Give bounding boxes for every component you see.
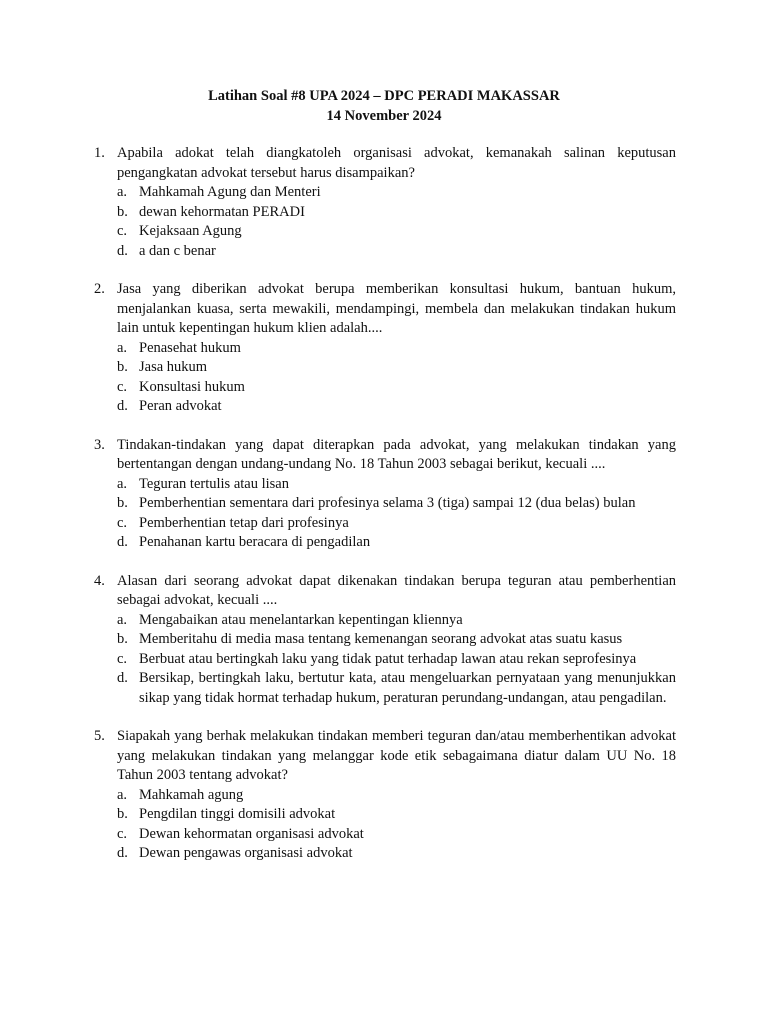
question-3: [94, 436, 676, 553]
question-text: Alasan dari seorang advokat dapat dikenakan tindakan berupa teguran atau pemberhentian sebagai advokat, kecuali ....: [117, 572, 676, 608]
option-letter: c.: [117, 650, 128, 667]
option-letter: c.: [117, 378, 128, 395]
option-letter: d.: [117, 398, 128, 414]
option-list: [117, 611, 676, 709]
option-letter: a.: [117, 339, 128, 356]
option-a: [117, 611, 676, 631]
option-d: [117, 844, 676, 864]
option-letter: a.: [117, 184, 128, 200]
option-d: [117, 242, 676, 262]
option-text: Penasehat hukum: [139, 339, 241, 356]
option-b: [117, 494, 676, 514]
option-a: [117, 183, 676, 203]
option-text: Penahanan kartu beracara di pengadilan: [139, 534, 371, 550]
question-number: 3.: [94, 436, 105, 453]
option-d: [117, 397, 676, 417]
option-text: a dan c benar: [139, 242, 216, 259]
option-d: [117, 533, 676, 553]
option-b: [117, 203, 676, 223]
option-text: Dewan kehormatan organisasi advokat: [139, 825, 364, 842]
option-letter: b.: [117, 806, 128, 822]
option-text: Dewan pengawas organisasi advokat: [139, 845, 353, 861]
option-letter: b.: [117, 495, 128, 511]
option-c: [117, 222, 676, 242]
document-title: Latihan Soal #8 UPA 2024 – DPC PERADI MAKASSAR: [208, 88, 560, 104]
option-text: Teguran tertulis atau lisan: [139, 475, 289, 492]
option-text: Jasa hukum: [139, 359, 208, 375]
question-2: [94, 280, 676, 417]
option-text: Pengdilan tinggi domisili advokat: [139, 806, 336, 822]
option-letter: b.: [117, 631, 128, 647]
option-b: [117, 805, 676, 825]
option-text: Bersikap, bertingkah laku, bertutur kata, atau mengeluarkan pernyataan yang menunjukkan sikap yang tidak hormat terhadap hukum, peraturan perundang-undangan, atau pengadilan.: [139, 670, 676, 706]
option-a: [117, 786, 676, 806]
option-d: [117, 669, 676, 708]
option-c: [117, 825, 676, 845]
question-5: [94, 727, 676, 864]
question-text: Tindakan-tindakan yang dapat diterapkan pada advokat, yang melakukan tindakan yang bertentangan dengan undang-undang No. 18 Tahun 2003 sebagai berikut, kecuali ....: [117, 436, 676, 472]
question-text: Siapakah yang berhak melakukan tindakan memberi teguran dan/atau memberhentikan advokat yang melakukan tindakan yang melanggar kode etik sebagaimana diatur dalam UU No. 18 Tahun 2003 tentang advokat?: [117, 728, 676, 783]
document-date: 14 November 2024: [326, 108, 442, 124]
option-b: [117, 630, 676, 650]
question-number: 5.: [94, 728, 105, 744]
document-header: [0, 86, 768, 126]
option-text: Memberitahu di media masa tentang kemenangan seorang advokat atas suatu kasus: [139, 631, 623, 647]
option-a: [117, 475, 676, 495]
option-letter: b.: [117, 359, 128, 375]
question-number: 2.: [94, 281, 105, 297]
question-number: 4.: [94, 572, 105, 589]
option-letter: c.: [117, 514, 128, 531]
option-letter: c.: [117, 223, 128, 239]
option-letter: a.: [117, 475, 128, 492]
question-4: [94, 572, 676, 709]
option-letter: a.: [117, 611, 128, 628]
option-text: Mahkamah Agung dan Menteri: [139, 184, 321, 200]
option-text: Mengabaikan atau menelantarkan kepentingan kliennya: [139, 611, 463, 628]
option-text: Peran advokat: [139, 398, 222, 414]
option-c: [117, 378, 676, 398]
option-text: Pemberhentian sementara dari profesinya selama 3 (tiga) sampai 12 (dua belas) bulan: [139, 495, 636, 511]
option-letter: d.: [117, 534, 128, 550]
option-list: [117, 339, 676, 417]
option-letter: a.: [117, 786, 128, 803]
option-list: [117, 475, 676, 553]
option-text: Berbuat atau bertingkah laku yang tidak patut terhadap lawan atau rekan seprofesinya: [139, 650, 637, 667]
option-letter: d.: [117, 242, 128, 259]
option-list: [117, 183, 676, 261]
option-c: [117, 514, 676, 534]
option-a: [117, 339, 676, 359]
option-letter: d.: [117, 845, 128, 861]
option-text: Konsultasi hukum: [139, 378, 245, 395]
option-letter: b.: [117, 203, 128, 220]
option-text: Kejaksaan Agung: [139, 223, 242, 239]
option-text: Pemberhentian tetap dari profesinya: [139, 514, 349, 531]
option-letter: c.: [117, 825, 128, 842]
question-list: [94, 144, 676, 883]
option-c: [117, 650, 676, 670]
option-text: dewan kehormatan PERADI: [139, 203, 305, 220]
question-1: [94, 144, 676, 261]
option-b: [117, 358, 676, 378]
question-number: 1.: [94, 145, 105, 161]
question-text: Jasa yang diberikan advokat berupa memberikan konsultasi hukum, bantuan hukum, menjalankan kuasa, serta mewakili, mendampingi, membela dan melakukan tindakan hukum lain untuk kepentingan hukum klien adalah....: [117, 281, 676, 336]
question-text: Apabila adokat telah diangkatoleh organisasi advokat, kemanakah salinan keputusan pengangkatan advokat tersebut harus disampaikan?: [117, 145, 676, 181]
option-letter: d.: [117, 670, 128, 686]
option-text: Mahkamah agung: [139, 786, 244, 803]
option-list: [117, 786, 676, 864]
